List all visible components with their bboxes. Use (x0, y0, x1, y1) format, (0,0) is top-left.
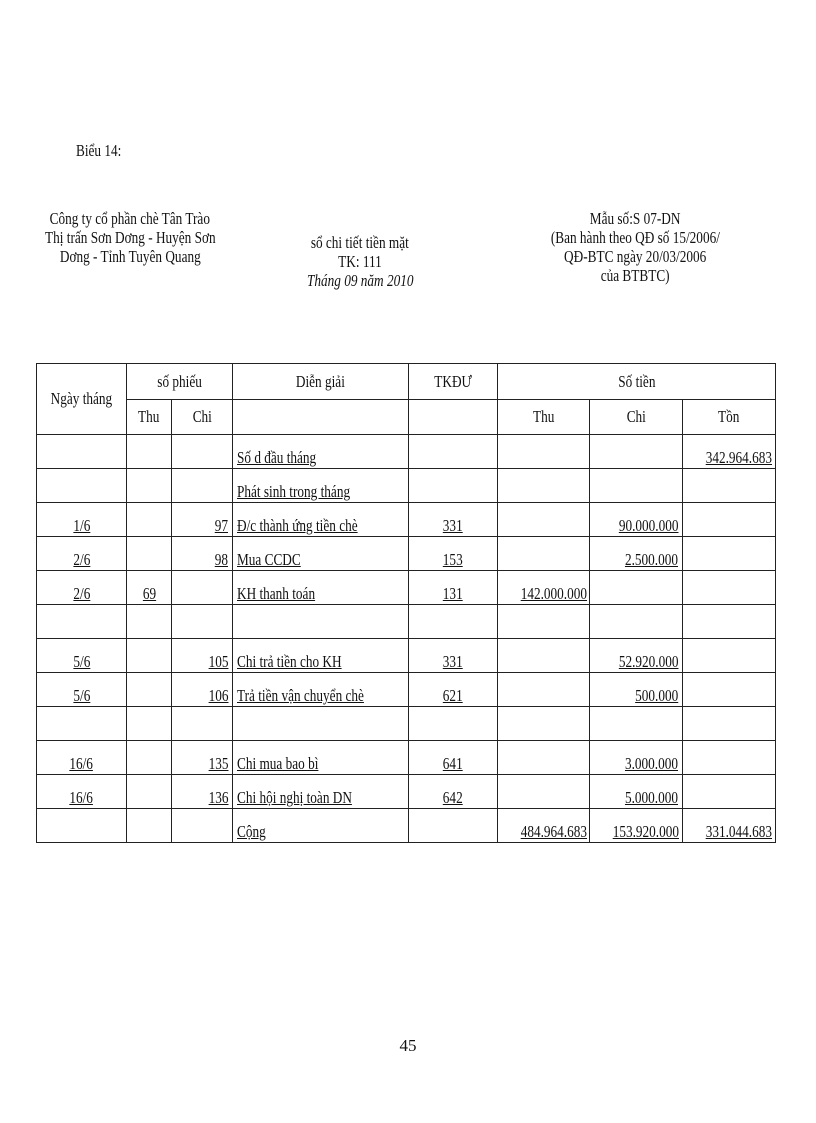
cell-amount-out: 500.000 (590, 673, 683, 707)
cell-date: 16/6 (37, 741, 127, 775)
cell-balance (683, 605, 776, 639)
cell-voucher-in (127, 673, 172, 707)
cell-voucher-out: 97 (172, 503, 233, 537)
cell-amount-in (498, 537, 590, 571)
cell-voucher-in (127, 775, 172, 809)
header-amount-out: Chi (590, 400, 683, 435)
cell-date (37, 809, 127, 843)
cell-amount-in (498, 775, 590, 809)
cell-voucher-out: 136 (172, 775, 233, 809)
cell-amount-in (498, 673, 590, 707)
cell-description: KH thanh toán (233, 571, 409, 605)
cell-amount-out: 90.000.000 (590, 503, 683, 537)
cell-description: Số d đầu tháng (233, 435, 409, 469)
cell-voucher-in (127, 435, 172, 469)
cell-account: 331 (409, 503, 498, 537)
cell-account: 621 (409, 673, 498, 707)
cell-account (409, 605, 498, 639)
header-balance: Tồn (683, 400, 776, 435)
cell-date: 2/6 (37, 537, 127, 571)
cell-voucher-out: 105 (172, 639, 233, 673)
cell-voucher-out (172, 707, 233, 741)
table-row (37, 639, 776, 673)
cell-amount-in (498, 707, 590, 741)
cell-voucher-in (127, 707, 172, 741)
header-amount-in: Thu (498, 400, 590, 435)
table-row (37, 571, 776, 605)
cell-date: 2/6 (37, 571, 127, 605)
account-code: TK: 111 (338, 252, 382, 271)
cell-balance (683, 571, 776, 605)
table-row (37, 741, 776, 775)
header-amount: Số tiền (498, 364, 776, 400)
page-number: 45 (399, 1036, 417, 1055)
cell-date: 5/6 (37, 673, 127, 707)
form-issuer: của BTBTC) (600, 266, 670, 285)
cell-amount-out (590, 605, 683, 639)
table-row (37, 673, 776, 707)
cell-description (233, 605, 409, 639)
cell-account: 153 (409, 537, 498, 571)
cell-voucher-in (127, 639, 172, 673)
table-row (37, 775, 776, 809)
form-info (500, 209, 770, 285)
cell-account (409, 707, 498, 741)
cell-account: 641 (409, 741, 498, 775)
cell-balance (683, 673, 776, 707)
cell-amount-out: 153.920.000 (590, 809, 683, 843)
document-title (250, 233, 470, 290)
form-decision: (Ban hành theo QĐ số 15/2006/ (550, 228, 720, 247)
cell-voucher-out: 98 (172, 537, 233, 571)
cell-balance (683, 741, 776, 775)
form-date: QĐ-BTC ngày 20/03/2006 (563, 247, 707, 266)
cell-balance (683, 469, 776, 503)
company-name: Công ty cổ phần chè Tân Trào (49, 209, 211, 228)
cell-voucher-in (127, 605, 172, 639)
company-info (20, 209, 240, 266)
cell-voucher-in (127, 741, 172, 775)
cell-account: 642 (409, 775, 498, 809)
cell-balance: 331.044.683 (683, 809, 776, 843)
cell-voucher-out (172, 435, 233, 469)
cell-date (37, 435, 127, 469)
cell-amount-in (498, 469, 590, 503)
header-voucher-in: Thu (127, 400, 172, 435)
table-row (37, 605, 776, 639)
cell-description: Trả tiền vận chuyển chè (233, 673, 409, 707)
cell-account (409, 469, 498, 503)
form-number: Mẫu số:S 07-DN (589, 209, 681, 228)
cell-date (37, 707, 127, 741)
header-date: Ngày tháng (37, 364, 127, 435)
cell-account (409, 809, 498, 843)
cell-amount-out (590, 469, 683, 503)
cell-description: Phát sinh trong tháng (233, 469, 409, 503)
table-row (37, 537, 776, 571)
table-row (37, 707, 776, 741)
form-label: Biểu 14: (76, 141, 122, 160)
cell-voucher-in (127, 503, 172, 537)
cell-amount-out: 2.500.000 (590, 537, 683, 571)
cell-account: 331 (409, 639, 498, 673)
cell-balance (683, 775, 776, 809)
cell-amount-in (498, 435, 590, 469)
company-address-1: Thị trấn Sơn Dơng - Huyện Sơn (44, 228, 216, 247)
header-description: Diễn giải (233, 364, 409, 400)
cell-account: 131 (409, 571, 498, 605)
cell-amount-in (498, 741, 590, 775)
cell-amount-in (498, 503, 590, 537)
cell-date: 5/6 (37, 639, 127, 673)
cell-date (37, 605, 127, 639)
cell-voucher-out (172, 605, 233, 639)
cell-amount-in: 484.964.683 (498, 809, 590, 843)
cell-amount-out: 52.920.000 (590, 639, 683, 673)
cell-amount-in (498, 639, 590, 673)
cell-voucher-out: 135 (172, 741, 233, 775)
cell-balance (683, 503, 776, 537)
cell-balance (683, 707, 776, 741)
cell-account (409, 435, 498, 469)
cell-amount-out (590, 707, 683, 741)
cell-amount-out (590, 571, 683, 605)
table-row (37, 469, 776, 503)
ledger-title: sổ chi tiết tiền mặt (311, 233, 409, 252)
company-address-2: Dơng - Tỉnh Tuyên Quang (59, 247, 201, 266)
cell-balance (683, 639, 776, 673)
header-voucher-out: Chi (172, 400, 233, 435)
cell-amount-out (590, 435, 683, 469)
cell-amount-out: 3.000.000 (590, 741, 683, 775)
cell-balance (683, 537, 776, 571)
cell-date: 1/6 (37, 503, 127, 537)
cash-ledger-table (36, 363, 776, 843)
cell-voucher-out (172, 571, 233, 605)
cell-voucher-out (172, 809, 233, 843)
table-row (37, 435, 776, 469)
cell-amount-in: 142.000.000 (498, 571, 590, 605)
cell-balance: 342.964.683 (683, 435, 776, 469)
cell-description (233, 707, 409, 741)
period: Tháng 09 năm 2010 (306, 271, 414, 290)
cell-voucher-in: 69 (127, 571, 172, 605)
cell-description: Chi trả tiền cho KH (233, 639, 409, 673)
table-row (37, 809, 776, 843)
cell-voucher-out (172, 469, 233, 503)
cell-date (37, 469, 127, 503)
cell-description: Cộng (233, 809, 409, 843)
cell-date: 16/6 (37, 775, 127, 809)
header-voucher: số phiếu (127, 364, 233, 400)
cell-voucher-out: 106 (172, 673, 233, 707)
cell-amount-out: 5.000.000 (590, 775, 683, 809)
cell-voucher-in (127, 469, 172, 503)
cell-description: Chi mua bao bì (233, 741, 409, 775)
header-account: TKĐƯ (409, 364, 498, 400)
cell-description: Mua CCDC (233, 537, 409, 571)
cell-description: Chi hội nghị toàn DN (233, 775, 409, 809)
cell-voucher-in (127, 809, 172, 843)
table-row (37, 503, 776, 537)
cell-description: Đ/c thành ứng tiền chè (233, 503, 409, 537)
cell-amount-in (498, 605, 590, 639)
cell-voucher-in (127, 537, 172, 571)
